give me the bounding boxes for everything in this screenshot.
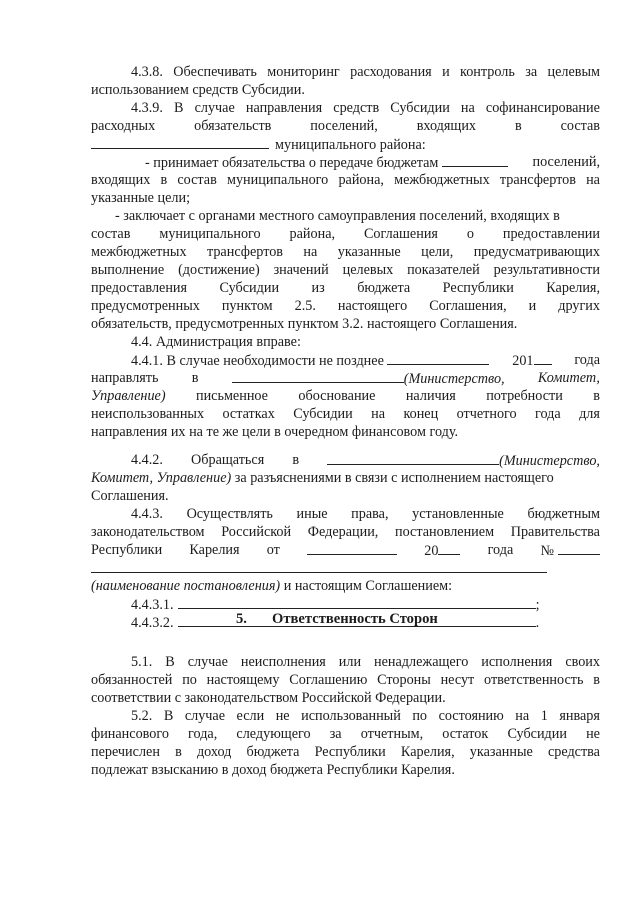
- word: своих: [565, 654, 600, 670]
- word: трансфертов: [499, 172, 576, 188]
- word: района,: [289, 226, 336, 242]
- text-line: указанные цели;: [91, 190, 191, 206]
- word: Субсидии: [293, 406, 353, 422]
- word: направления: [245, 100, 323, 116]
- word: межбюджетных: [91, 244, 187, 260]
- text-fragment: и настоящим Соглашением:: [283, 578, 453, 594]
- word: показателей: [407, 262, 480, 278]
- word: или: [338, 654, 362, 670]
- word: из: [311, 280, 325, 296]
- text-fragment: Карелия: [189, 542, 240, 558]
- text-line-bullet-1: [145, 153, 600, 172]
- section-heading: [236, 611, 438, 628]
- word: 1: [540, 708, 548, 724]
- word: не: [586, 726, 600, 742]
- word: межбюджетных: [394, 172, 490, 188]
- word: 5.1.: [131, 654, 153, 670]
- word: исполнения: [481, 654, 553, 670]
- text-line: подлежат взысканию в доход бюджета Республики Карелия.: [91, 762, 455, 778]
- word: в: [175, 744, 182, 760]
- word: бюджета: [246, 744, 300, 760]
- word: на: [586, 172, 600, 188]
- word: В: [174, 100, 184, 116]
- text-line-4-3-9: [131, 99, 600, 117]
- text-line: [91, 469, 554, 487]
- text-line-5-1: [131, 653, 600, 671]
- text-line-4-4-1: [131, 351, 600, 370]
- word: неиспользованных: [91, 406, 205, 422]
- word: ненадлежащего: [374, 654, 469, 670]
- word: бюджета: [357, 280, 411, 296]
- text-fragment: года: [487, 542, 514, 558]
- text-fragment: потребности: [486, 388, 563, 404]
- word: 5.2.: [131, 708, 153, 724]
- word: муниципального: [226, 172, 329, 188]
- text-fragment: поселений,: [532, 154, 600, 170]
- word: значений: [273, 262, 329, 278]
- word: муниципального: [159, 226, 261, 242]
- word: Республики: [314, 744, 386, 760]
- word: настоящего: [337, 298, 408, 314]
- text-fragment: Обращаться: [191, 452, 265, 468]
- text-line: [91, 405, 600, 423]
- text-line-4-3-8: [131, 63, 600, 81]
- word: в: [593, 672, 600, 688]
- text-fragment: письменное: [196, 388, 268, 404]
- text-fragment: (Министерство,: [499, 453, 600, 469]
- word: Субсидии: [219, 280, 280, 296]
- word: года,: [188, 726, 218, 742]
- text-fragment: Республики: [91, 542, 163, 558]
- text-line: обязательств, предусмотренных пунктом 3.2. настоящего Соглашения.: [91, 316, 518, 332]
- word: 4.3.9.: [131, 100, 163, 116]
- word: настоящему: [206, 672, 280, 688]
- text-line-bullet-2: - заключает с органами местного самоуправления поселений, входящих в: [115, 208, 560, 224]
- word: случае: [184, 708, 226, 724]
- word: пунктом: [221, 298, 273, 314]
- word: входящих: [416, 118, 477, 134]
- blank-field: [387, 351, 489, 365]
- word: и: [528, 298, 537, 314]
- text-line: использованием средств Субсидии.: [91, 82, 305, 98]
- text-line: [91, 261, 600, 279]
- word: конец: [403, 406, 439, 422]
- text-fragment: 4.4.1. В случае необходимости не позднее: [131, 353, 384, 369]
- text-fragment: в: [191, 370, 199, 386]
- text-fragment: Комитет,: [537, 370, 600, 386]
- text-fragment: муниципального района:: [275, 137, 426, 153]
- word: состав: [560, 118, 600, 134]
- word: Стороны: [377, 672, 431, 688]
- word: состоянию: [438, 708, 504, 724]
- blank-field: [438, 541, 460, 555]
- text-fragment: за разъяснениями в связи с исполнением настоящего: [234, 470, 554, 486]
- text-fragment: в: [292, 452, 300, 468]
- blank-field: [307, 541, 397, 555]
- word: случае: [187, 654, 228, 670]
- word: установленные: [412, 506, 504, 522]
- word: Соглашения,: [429, 298, 507, 314]
- word: января: [559, 708, 600, 724]
- word: расходных: [91, 118, 156, 134]
- section-number: 5.: [236, 611, 247, 627]
- text-line: соответствии с законодательством Российской Федерации.: [91, 690, 446, 706]
- word: следующего: [236, 726, 311, 742]
- text-line: [91, 577, 452, 595]
- word: Федерации,: [307, 524, 379, 540]
- word: трансфертов: [206, 244, 283, 260]
- word: Правительства: [510, 524, 600, 540]
- text-line: [91, 369, 600, 388]
- word: за: [525, 64, 538, 80]
- text-fragment: (наименование постановления): [91, 578, 281, 594]
- word: отчетным,: [360, 726, 424, 742]
- text-fragment: 20: [424, 543, 439, 559]
- text-fragment: в: [593, 388, 600, 404]
- word: предусмотренных: [91, 298, 200, 314]
- text-line: [91, 279, 600, 297]
- text-line: Соглашения.: [91, 488, 169, 504]
- text-line-4-4-2: [131, 451, 600, 470]
- word: перечислен: [91, 744, 160, 760]
- word: отчетного: [456, 406, 517, 422]
- blank-field: [232, 369, 404, 383]
- text-line-5-2: [131, 707, 600, 725]
- text-line: [91, 743, 600, 761]
- text-fragment: Управление): [91, 388, 166, 404]
- blank-field: [91, 135, 269, 149]
- text-fragment: обоснование: [298, 388, 376, 404]
- text-line-4-4-3: [131, 505, 600, 523]
- word: бюджетным: [527, 506, 600, 522]
- word: состав: [177, 172, 217, 188]
- text-line: направления их на те же цели в очередном финансовом году.: [91, 424, 459, 440]
- word: Субсидии: [507, 726, 567, 742]
- word: в: [514, 118, 522, 134]
- word: на: [515, 708, 530, 724]
- word: о: [466, 226, 474, 242]
- word: входящих: [91, 172, 151, 188]
- word: 4.3.8.: [131, 64, 163, 80]
- word: Субсидии: [390, 100, 450, 116]
- word: В: [163, 708, 174, 724]
- word: неисполнения: [240, 654, 326, 670]
- word: законодательством: [91, 524, 205, 540]
- word: на: [303, 244, 318, 260]
- word: остаток: [442, 726, 489, 742]
- word: обязательств: [194, 118, 272, 134]
- blank-field: [442, 153, 508, 167]
- text-line: [91, 171, 600, 189]
- word: указанные: [469, 744, 533, 760]
- word: района,: [338, 172, 384, 188]
- word: расходования: [350, 64, 432, 80]
- text-fragment: 201: [512, 353, 534, 369]
- word: 4.4.3.: [131, 506, 163, 522]
- text-line: [91, 671, 600, 689]
- text-line: [91, 135, 426, 154]
- word: не: [275, 708, 290, 724]
- word: целевых: [342, 262, 394, 278]
- word: софинансирование: [485, 100, 600, 116]
- text-fragment: 4.4.2.: [131, 452, 163, 468]
- word: предоставления: [91, 280, 188, 296]
- word: ответственность: [484, 672, 584, 688]
- word: финансового: [91, 726, 169, 742]
- blank-field: [534, 351, 552, 365]
- word: результативности: [493, 262, 600, 278]
- word: на: [460, 100, 475, 116]
- word: Карелия,: [400, 744, 455, 760]
- text-fragment: от: [266, 542, 280, 558]
- word: мониторинг: [267, 64, 340, 80]
- word: по: [412, 708, 428, 724]
- word: Соглашения: [363, 226, 438, 242]
- word: случае: [194, 100, 235, 116]
- text-fragment: (Министерство,: [403, 371, 505, 387]
- word: за: [329, 726, 342, 742]
- text-fragment: - принимает обязательства о передаче бюджетам: [145, 155, 439, 171]
- text-fragment: направлять: [91, 370, 159, 386]
- word: средства: [547, 744, 600, 760]
- word: других: [558, 298, 600, 314]
- word: года: [535, 406, 561, 422]
- text-fragment: 4.4.3.2.: [131, 615, 174, 631]
- word: выполнение: [91, 262, 165, 278]
- word: Осуществлять: [186, 506, 273, 522]
- blank-field: [558, 541, 600, 555]
- text-line: [91, 117, 600, 135]
- word: в: [160, 172, 168, 188]
- blank-field: [327, 451, 499, 465]
- text-line: [91, 243, 600, 261]
- word: (достижение): [178, 262, 260, 278]
- word: несут: [440, 672, 475, 688]
- text-fragment: №: [540, 543, 554, 559]
- word: обязанностей: [91, 672, 173, 688]
- text-line: [91, 523, 600, 541]
- word: Соглашению: [289, 672, 368, 688]
- word: целевым: [547, 64, 600, 80]
- word: В: [165, 654, 175, 670]
- text-line: [91, 725, 600, 743]
- text-line-4-4: 4.4. Администрация вправе:: [131, 334, 301, 350]
- word: контроль: [460, 64, 515, 80]
- text-fragment: Комитет, Управление): [91, 470, 232, 486]
- word: остатках: [222, 406, 275, 422]
- text-line: [91, 225, 600, 243]
- word: поселений,: [310, 118, 378, 134]
- section-title: Ответственность Сторон: [272, 611, 438, 627]
- word: состав: [91, 226, 131, 242]
- word: Республики: [442, 280, 514, 296]
- word: указанные: [337, 244, 401, 260]
- word: Российской: [221, 524, 292, 540]
- word: цели,: [421, 244, 454, 260]
- word: доход: [196, 744, 232, 760]
- word: по: [182, 672, 197, 688]
- word: использованный: [301, 708, 401, 724]
- word: права,: [351, 506, 389, 522]
- word: предусматривающих: [473, 244, 600, 260]
- text-line: [91, 541, 600, 560]
- word: на: [371, 406, 386, 422]
- text-fragment: наличия: [405, 388, 456, 404]
- word: предоставлении: [502, 226, 600, 242]
- word: 2.5.: [294, 298, 316, 314]
- text-fragment: ;: [535, 597, 540, 613]
- word: постановлением: [395, 524, 495, 540]
- text-line: [91, 387, 600, 405]
- blank-field: [91, 559, 547, 573]
- word: иные: [296, 506, 328, 522]
- word: и: [442, 64, 450, 80]
- text-fragment: года: [574, 352, 600, 368]
- text-fragment: 4.4.3.1.: [131, 597, 174, 613]
- text-fragment: .: [535, 615, 540, 631]
- word: если: [236, 708, 265, 724]
- word: для: [579, 406, 600, 422]
- blank-line: [91, 559, 547, 578]
- text-line: [91, 297, 600, 315]
- word: Обеспечивать: [173, 64, 257, 80]
- word: Карелия,: [546, 280, 600, 296]
- word: средств: [333, 100, 380, 116]
- blank-field: [178, 595, 536, 609]
